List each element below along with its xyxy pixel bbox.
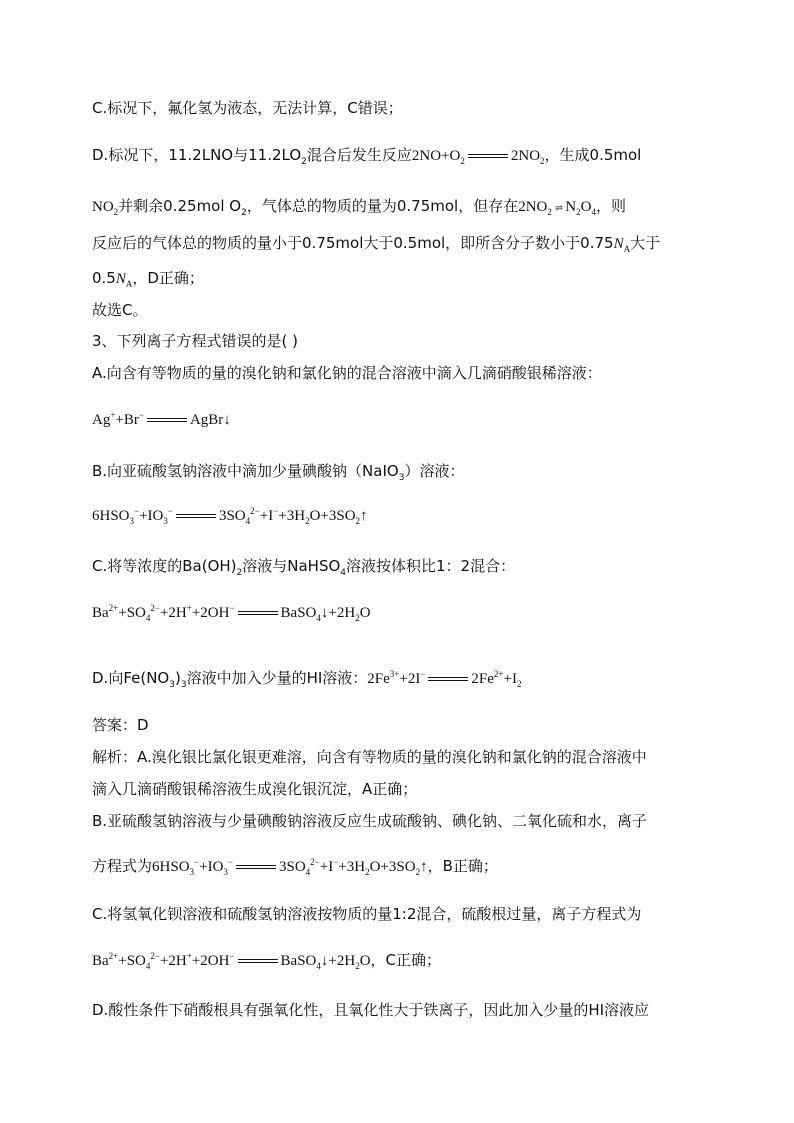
text-segment: D.向Fe(NO — [92, 669, 170, 687]
text-line-1: C.标况下，氟化氢为液态，无法计算，C错误； — [92, 99, 403, 117]
analysis-line-3: B.亚硫酸氢钠溶液与少量碘酸钠溶液反应生成硫酸钠、碘化钠、二氧化硫和水，离子 — [92, 812, 648, 830]
analysis-line-7: D.酸性条件下硝酸根具有强氧化性，且氧化性大于铁离子，因此加入少量的HI溶液应 — [92, 1001, 650, 1019]
text-segment: ，D正确； — [132, 269, 204, 287]
text-segment: D.标况下，11.2LNO与11.2LO — [92, 146, 302, 164]
formula-no2: $NO_2$ — [92, 199, 119, 217]
text-segment: 大于 — [630, 234, 661, 252]
text-segment: ，C正确； — [370, 951, 442, 969]
text-segment: ，气体总的物质的量为0.75mol，但存在 — [246, 197, 519, 215]
text-segment: B.向亚硫酸氢钠溶液中滴加少量碘酸钠（NaIO — [92, 462, 399, 480]
equation-d: $2Fe^{3+}+2I^-$ $2Fe^{2+}+I_2$ — [367, 669, 522, 689]
text-segment: 方程式为 — [92, 857, 153, 875]
text-line-4 — [92, 233, 660, 254]
equation-b: $6HSO_3^-+IO_3^-$ $3SO_4^{2-}+I^-+3H_2O+3SO_2↑$ — [92, 506, 368, 526]
option-b: B.向亚硫酸氢钠溶液中滴加少量碘酸钠（NaIO$_3$）溶液： — [92, 462, 465, 483]
equation-b-repeat: $6HSO_3^-+IO_3^-$ $3SO_4^{2-}+I^-+3H_2O+3SO_2↑$ — [152, 857, 428, 877]
text-line-2: D.标况下，11.2LNO与$11.2LO_2$混合后发生反应$2NO+O_2$ $2NO_2$，生成0.5mol — [92, 146, 642, 167]
equation-no2-n2o4: $2NO_2$ ⇌ $N_2O_4$ — [518, 199, 596, 217]
text-line-6: 故选C。 — [92, 301, 148, 319]
avogadro-symbol: $N_A$ — [613, 236, 631, 254]
avogadro-symbol: $N_A$ — [115, 271, 133, 289]
text-segment: 0.5 — [92, 269, 116, 287]
text-segment: ) — [174, 669, 181, 687]
text-segment: 并剩余0.25mol O — [118, 197, 242, 215]
equation-2no-o2: $2NO+O_2$ $2NO_2$ — [411, 148, 545, 166]
option-c: C.将等浓度的$Ba(OH)_2$溶液与NaHSO$_4$溶液按体积比1：2混合： — [92, 557, 516, 578]
text-line-5 — [92, 268, 204, 289]
text-segment: ，则 — [595, 197, 626, 215]
text-segment: ，B正确； — [427, 857, 498, 875]
text-line-3: $NO_2$并剩余0.25mol $O_2$，气体总的物质的量为0.75mol，但存在$2NO_2$ ⇌ $N_2O_4$，则 — [92, 197, 626, 218]
option-a: A.向含有等物质的量的溴化钠和氯化钠的混合溶液中滴入几滴硝酸银稀溶液： — [92, 364, 602, 382]
text-segment: 溶液中加入少量的HI溶液： — [186, 669, 368, 687]
text-segment: ，生成0.5mol — [544, 146, 642, 164]
analysis-line-5: C.将氢氧化钡溶液和硫酸氢钠溶液按物质的量1:2混合，硫酸根过量，离子方程式为 — [92, 905, 642, 923]
analysis-line-2: 滴入几滴硝酸银稀溶液生成溴化银沉淀，A正确； — [92, 780, 418, 798]
analysis-line-1: 解析：A.溴化银比氯化银更难溶，向含有等物质的量的溴化钠和氯化钠的混合溶液中 — [92, 748, 647, 766]
option-d: D.向$Fe(NO_3)_3$溶液中加入少量的HI溶液：$2Fe^{3+}+2I^-$ $2Fe^{2+}+I_2$ — [92, 669, 522, 690]
question-3-title: 3、下列离子方程式错误的是( ) — [92, 332, 299, 350]
text-segment: ）溶液： — [404, 462, 465, 480]
analysis-line-4 — [92, 856, 498, 877]
equation-c: $Ba^{2+}+SO_4^{2-}+2H^++2OH^-$ $BaSO_4↓+2H_2O$ — [92, 603, 371, 623]
text-segment: 混合后发生反应 — [306, 146, 412, 164]
analysis-line-6 — [92, 950, 441, 971]
answer: 答案：D — [92, 716, 149, 734]
text-segment: 溶液按体积比1：2混合： — [346, 557, 516, 575]
equation-a: Ag++Br− AgBr↓ — [92, 410, 231, 428]
equation-c-repeat: $Ba^{2+}+SO_4^{2-}+2H^++2OH^-$ $BaSO_4↓+2H_2O$ — [92, 951, 371, 971]
text-segment: C.将等浓度的Ba(OH) — [92, 557, 237, 575]
text-segment: 反应后的气体总的物质的量小于0.75mol大于0.5mol，即所含分子数小于0.75 — [92, 234, 614, 252]
text-segment: 溶液与NaHSO — [242, 557, 341, 575]
